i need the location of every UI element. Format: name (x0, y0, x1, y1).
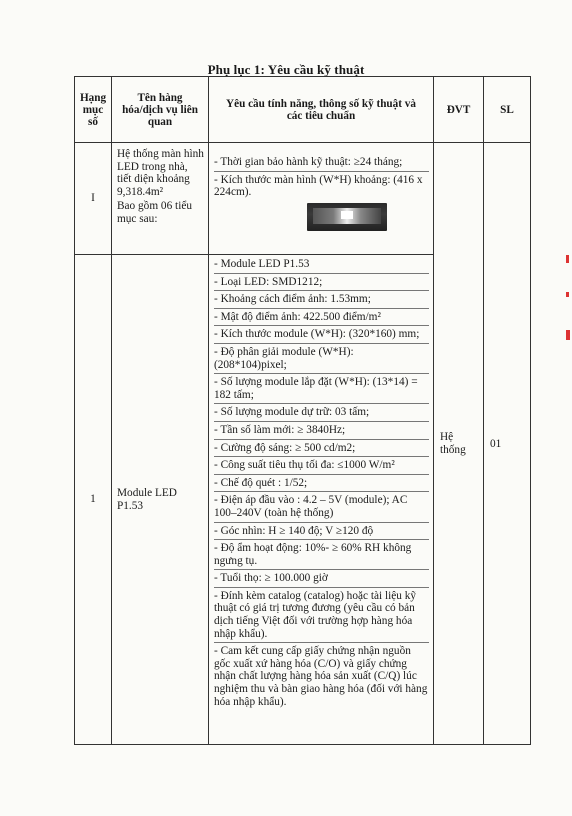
requirement-line: - Đính kèm catalog (catalog) hoặc tài liệu kỹ thuật có giá trị tương đương (yêu cầu có bản dịch tiếng Việt đối với trường hợp hàng hóa nhập khẩu). (214, 587, 429, 642)
row-name: Hệ thống màn hình LED trong nhà, tiết diện khoảng 9,318.4m² (117, 148, 204, 198)
row-number: I (75, 143, 112, 255)
header-unit: ĐVT (434, 77, 484, 143)
row-name: Module LED P1.53 (112, 255, 209, 745)
requirement-line: - Mật độ điểm ảnh: 422.500 điểm/m² (214, 308, 429, 326)
requirement-line: - Độ phân giải module (W*H): (208*104)pixel; (214, 343, 429, 373)
requirement-line: - Loại LED: SMD1212; (214, 273, 429, 291)
stamp-mark (566, 255, 569, 263)
requirement-line: - Số lượng module lắp đặt (W*H): (13*14) = 182 tấm; (214, 373, 429, 403)
header-requirements: Yêu cầu tính năng, thông số kỹ thuật và các tiêu chuẩn (209, 77, 434, 143)
requirement-line: - Góc nhìn: H ≥ 140 độ; V ≥120 độ (214, 522, 429, 540)
requirement-line: - Độ ẩm hoạt động: 10%- ≥ 60% RH không ngưng tụ. (214, 539, 429, 569)
header-quantity: SL (484, 77, 531, 143)
requirement-line: - Điện áp đầu vào : 4.2 – 5V (module); AC 100–240V (toàn hệ thống) (214, 491, 429, 521)
quantity-value: 01 (490, 437, 502, 450)
requirement-line: - Kích thước module (W*H): (320*160) mm; (214, 325, 429, 343)
requirement-line: - Tuổi thọ: ≥ 100.000 giờ (214, 569, 429, 587)
row-name-note: Bao gồm 06 tiểu mục sau: (117, 200, 192, 225)
stamp-mark (566, 330, 570, 340)
header-goods-name: Tên hàng hóa/dịch vụ liên quan (112, 77, 209, 143)
row-number: 1 (75, 255, 112, 745)
led-screen-image (307, 203, 387, 231)
requirement-line: - Thời gian bảo hành kỹ thuật: ≥24 tháng; (214, 156, 403, 168)
quantity-cell (484, 143, 531, 745)
page-title: Phụ lục 1: Yêu cầu kỹ thuật (207, 62, 365, 77)
requirements-table (74, 76, 531, 745)
requirement-line: - Chế độ quét : 1/52; (214, 474, 429, 492)
unit-value: Hệ thống (440, 431, 466, 456)
requirement-line: - Module LED P1.53 (214, 258, 310, 270)
requirement-line: - Số lượng module dự trữ: 03 tấm; (214, 403, 429, 421)
requirements-cell (209, 255, 434, 745)
requirement-line: - Tần số làm mới: ≥ 3840Hz; (214, 421, 429, 439)
requirement-line: - Kích thước màn hình (W*H) khoảng: (416 x 224cm). (214, 171, 429, 201)
requirement-line: - Cường độ sáng: ≥ 500 cd/m2; (214, 439, 429, 457)
unit-cell (434, 143, 484, 745)
stamp-mark (566, 292, 569, 297)
requirement-line: - Cam kết cung cấp giấy chứng nhận nguồn gốc xuất xứ hàng hóa (C/O) và giấy chứng nhận chất lượng hàng hóa sản xuất (C/Q) lúc nghiệm thu và bàn giao hàng hóa (đối với hàng hóa nhập khẩu). (214, 642, 429, 710)
table-row (75, 143, 531, 255)
requirement-line: - Khoảng cách điểm ảnh: 1.53mm; (214, 290, 429, 308)
requirements-cell (209, 143, 434, 255)
header-item-number: Hạng mục số (75, 77, 112, 143)
row-name-cell (112, 143, 209, 255)
table-header-row (75, 77, 531, 143)
requirement-line: - Công suất tiêu thụ tối đa: ≤1000 W/m² (214, 456, 429, 474)
